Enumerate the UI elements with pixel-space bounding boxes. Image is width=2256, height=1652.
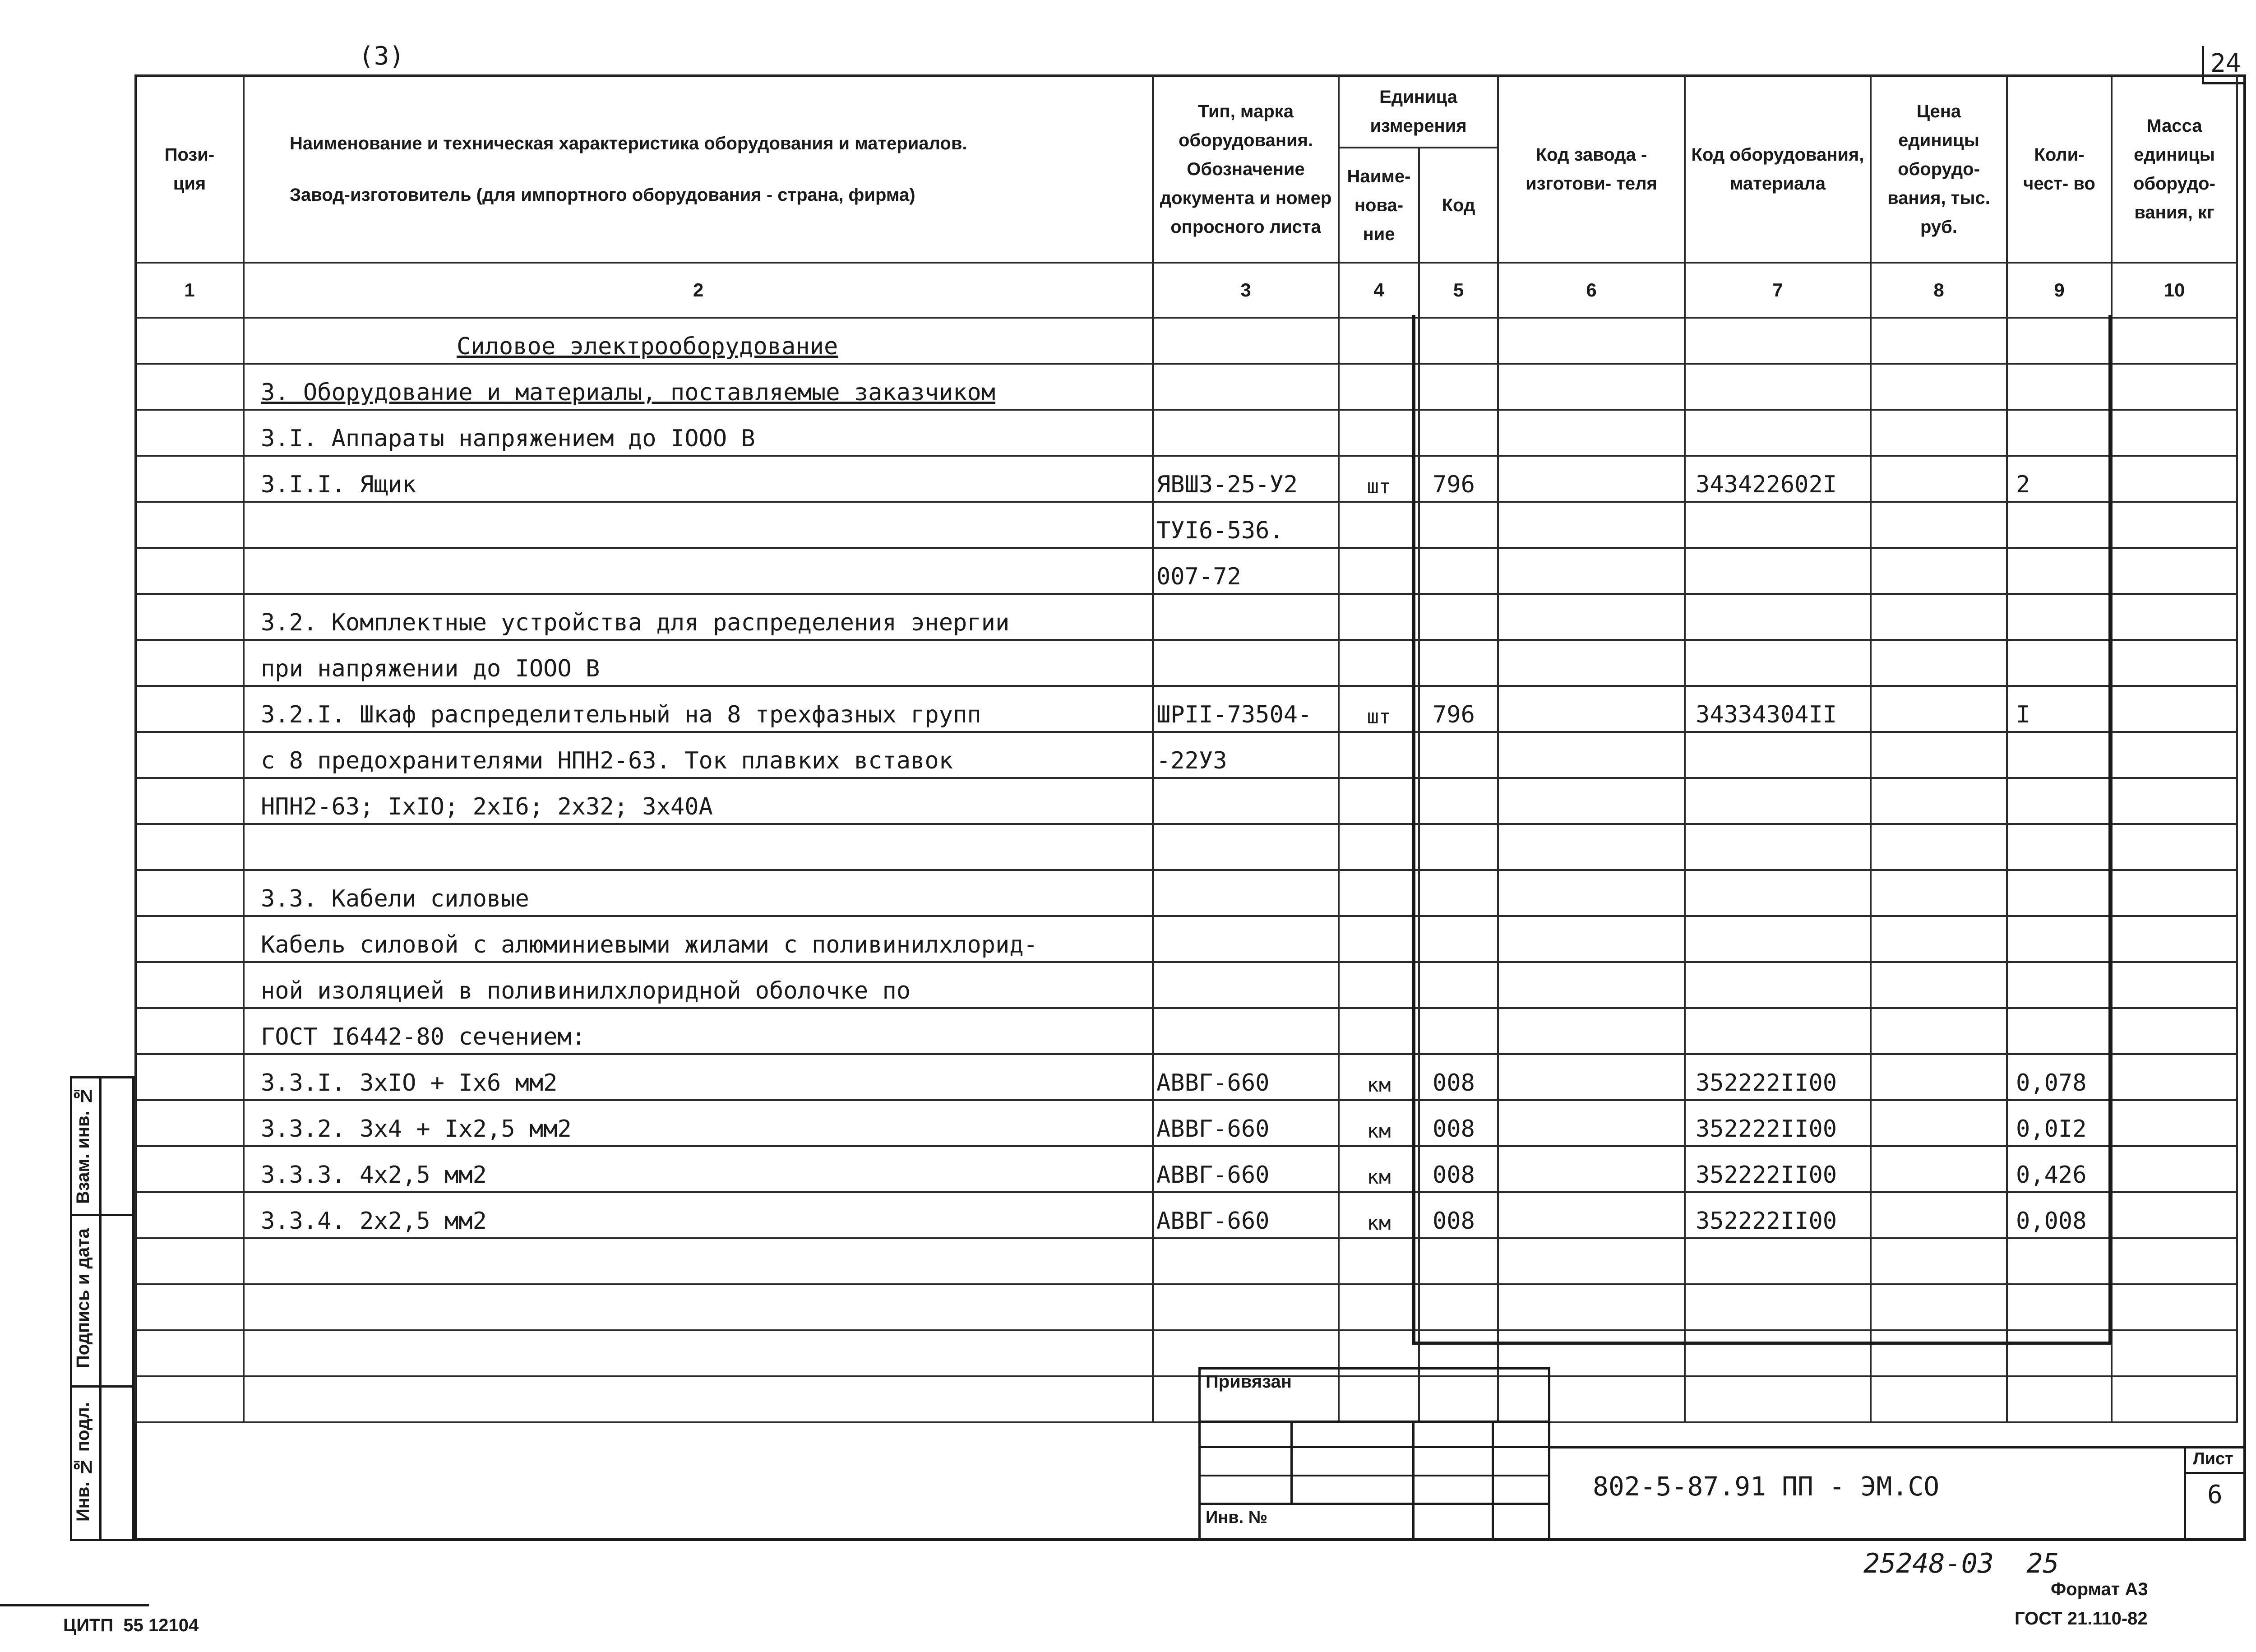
cell-name: 3. Оборудование и материалы, поставляемые заказчиком: [244, 364, 1153, 410]
cell-name: ной изоляцией в поливинилхлоридной оболочке по: [244, 962, 1153, 1008]
cell-mass: [2112, 870, 2237, 916]
cell-position: [135, 364, 244, 410]
cell-mass: [2112, 1146, 2237, 1192]
cell-unit-name: [1339, 916, 1419, 962]
cell-unit-code: 008: [1419, 1054, 1498, 1100]
stamp-line: [1198, 1446, 1550, 1448]
side-label-vzam: Взам. инв. №: [73, 1086, 93, 1204]
cell-name: [244, 1238, 1153, 1284]
cell-mass: [2112, 916, 2237, 962]
cell-position: [135, 1146, 244, 1192]
stamp-line: [1198, 1421, 1550, 1423]
cell-position: [135, 1008, 244, 1054]
cell-name: Кабель силовой с алюминиевыми жилами с поливинилхлорид-: [244, 916, 1153, 962]
column-numbers-row: [135, 263, 2237, 318]
cell-type: [1153, 962, 1339, 1008]
header-price: Цена единицы оборудо- вания, тыс. руб.: [1871, 75, 2007, 263]
cell-name: с 8 предохранителями НПН2-63. Ток плавких вставок: [244, 732, 1153, 778]
cell-mass: [2112, 962, 2237, 1008]
cell-name: при напряжении до IOOO В: [244, 640, 1153, 686]
sheet-top-left-label: (3): [359, 42, 405, 71]
footer-left-code: ЦИТП 55 12104: [63, 1615, 199, 1635]
cell-name: 3.3.I. 3xIO + Ix6 мм2: [244, 1054, 1153, 1100]
header-position-text: Пози- ция: [164, 144, 215, 194]
cell-mass: [2112, 1008, 2237, 1054]
cell-name: 3.2. Комплектные устройства для распределения энергии: [244, 594, 1153, 640]
cell-quantity: 2: [2007, 456, 2112, 502]
header-equipment-code: Код оборудования, материала: [1685, 75, 1871, 263]
header-type: Тип, марка оборудования. Обозначение документа и номер опросного листа: [1153, 75, 1339, 263]
cell-unit-code: 796: [1419, 456, 1498, 502]
header-mass: Масса единицы оборудо- вания, кг: [2112, 75, 2237, 263]
cell-unit-name: [1339, 732, 1419, 778]
header-factory-code: Код завода - изготови- теля: [1498, 75, 1685, 263]
cell-mass: [2112, 1330, 2237, 1376]
cell-position: [135, 318, 244, 364]
table-row: [135, 1376, 2237, 1422]
cell-name: Силовое электрооборудование: [244, 318, 1153, 364]
stamp-line: [1492, 1421, 1494, 1540]
cell-type: ЯВШЗ-25-У2: [1153, 456, 1339, 502]
header-name-line2: Завод-изготовитель (для импортного оборудования - страна, фирма): [290, 185, 915, 205]
cell-unit-name: [1339, 594, 1419, 640]
cell-mass: [2112, 1054, 2237, 1100]
cell-type: АВВГ-660: [1153, 1192, 1339, 1238]
cell-name: ГОСТ I6442-80 сечением:: [244, 1008, 1153, 1054]
cell-position: [135, 456, 244, 502]
cell-unit-name: км: [1339, 1146, 1419, 1192]
cell-quantity: I: [2007, 686, 2112, 732]
cell-unit-name: км: [1339, 1192, 1419, 1238]
cell-position: [135, 502, 244, 548]
cell-unit-name: [1339, 502, 1419, 548]
cell-type: [1153, 1284, 1339, 1330]
cell-mass: [2112, 1192, 2237, 1238]
header-name-line1: Наименование и техническая характеристика оборудования и материалов.: [290, 133, 967, 153]
cell-unit-name: [1339, 824, 1419, 870]
cell-name: [244, 1284, 1153, 1330]
cell-equipment-code: [1685, 1376, 1871, 1422]
cell-unit-name: [1339, 640, 1419, 686]
cell-unit-name: км: [1339, 1054, 1419, 1100]
cell-name: 3.3. Кабели силовые: [244, 870, 1153, 916]
cell-equipment-code: 352222II00: [1685, 1100, 1871, 1146]
cell-position: [135, 778, 244, 824]
column-number: 8: [1871, 263, 2007, 318]
cell-type: [1153, 1238, 1339, 1284]
cell-name: 3.I.I. Ящик: [244, 456, 1153, 502]
cell-quantity: 0,008: [2007, 1192, 2112, 1238]
cell-name: [244, 1330, 1153, 1376]
cell-position: [135, 686, 244, 732]
header-unit-group: Единица измерения: [1339, 75, 1498, 148]
cell-mass: [2112, 410, 2237, 456]
cell-unit-name: [1339, 962, 1419, 1008]
cell-unit-code: 796: [1419, 686, 1498, 732]
cell-type: [1153, 870, 1339, 916]
cell-price: [1871, 1376, 2007, 1422]
cell-mass: [2112, 778, 2237, 824]
stamp-privyazan-label: Привязан: [1206, 1372, 1292, 1392]
cell-position: [135, 594, 244, 640]
cell-unit-code: 008: [1419, 1100, 1498, 1146]
cell-position: [135, 1192, 244, 1238]
stamp-list-value: 6: [2207, 1480, 2223, 1509]
cell-name: [244, 1376, 1153, 1422]
stamp-line: [1290, 1421, 1293, 1504]
side-label-inv-podl: Инв. № подл.: [73, 1402, 93, 1522]
cell-mass: [2112, 1100, 2237, 1146]
cell-name: [244, 548, 1153, 594]
column-number: 4: [1339, 263, 1419, 318]
stamp-line: [1198, 1475, 1550, 1476]
cell-equipment-code: 34334304II: [1685, 686, 1871, 732]
handwritten-archive-number: 25248-03 25: [1863, 1548, 2059, 1579]
cell-unit-code: 008: [1419, 1146, 1498, 1192]
column-number: 6: [1498, 263, 1685, 318]
header-unit-code: Код: [1419, 148, 1498, 263]
cell-unit-name: шт: [1339, 686, 1419, 732]
cell-type: [1153, 410, 1339, 456]
cell-unit-code: 008: [1419, 1192, 1498, 1238]
cell-mass: [2112, 502, 2237, 548]
footer-rule: [0, 1604, 149, 1606]
cell-mass: [2112, 548, 2237, 594]
column-number: 7: [1685, 263, 1871, 318]
cell-mass: [2112, 686, 2237, 732]
cell-mass: [2112, 456, 2237, 502]
cell-position: [135, 916, 244, 962]
cell-mass: [2112, 1284, 2237, 1330]
column-number: 5: [1419, 263, 1498, 318]
cell-type: АВВГ-660: [1153, 1100, 1339, 1146]
cell-type: [1153, 824, 1339, 870]
cell-type: [1153, 318, 1339, 364]
cell-mass: [2112, 364, 2237, 410]
cell-type: ТУI6-536.: [1153, 502, 1339, 548]
cell-position: [135, 640, 244, 686]
cell-position: [135, 1330, 244, 1376]
stamp-line: [1198, 1503, 1550, 1505]
cell-type: -22У3: [1153, 732, 1339, 778]
stamp-list-cell: [2184, 1446, 2186, 1541]
cell-type: [1153, 594, 1339, 640]
cell-mass: [2112, 318, 2237, 364]
header-position: [135, 75, 244, 263]
cell-position: [135, 962, 244, 1008]
cell-quantity: 0,426: [2007, 1146, 2112, 1192]
cell-position: [135, 1284, 244, 1330]
cell-mass: [2112, 640, 2237, 686]
sheet-number-value: 24: [2210, 49, 2241, 78]
column-number: 10: [2112, 263, 2237, 318]
cell-position: [135, 1054, 244, 1100]
cell-type: ШРII-73504-: [1153, 686, 1339, 732]
cell-name: 3.3.4. 2x2,5 мм2: [244, 1192, 1153, 1238]
cell-position: [135, 1238, 244, 1284]
cell-position: [135, 410, 244, 456]
stamp-inv-no-label: Инв. №: [1206, 1508, 1268, 1527]
cell-position: [135, 1100, 244, 1146]
cell-type: [1153, 364, 1339, 410]
cell-unit-name: [1339, 870, 1419, 916]
cell-equipment-code: 343422602I: [1685, 456, 1871, 502]
cell-quantity: 0,0I2: [2007, 1100, 2112, 1146]
cell-name: 3.3.3. 4x2,5 мм2: [244, 1146, 1153, 1192]
cell-equipment-code: 352222II00: [1685, 1054, 1871, 1100]
cell-name: 3.2.I. Шкаф распределительный на 8 трехфазных групп: [244, 686, 1153, 732]
cell-unit-name: [1339, 1008, 1419, 1054]
cell-position: [135, 548, 244, 594]
header-quantity: Коли- чест- во: [2007, 75, 2112, 263]
header-name: [244, 75, 1153, 263]
side-label-podpis: Подпись и дата: [73, 1228, 93, 1369]
cell-unit-name: км: [1339, 1100, 1419, 1146]
column-number: 2: [244, 263, 1153, 318]
cell-name: НПН2-63; IxIO; 2xI6; 2x32; 3x40А: [244, 778, 1153, 824]
header-unit-name: Наиме-нова-ние: [1339, 148, 1419, 263]
column-number: 9: [2007, 263, 2112, 318]
cell-quantity: [2007, 1376, 2112, 1422]
cell-type: [1153, 916, 1339, 962]
cell-position: [135, 824, 244, 870]
cell-position: [135, 732, 244, 778]
stamp-doc-code: 802-5-87.91 ПП - ЭМ.СО: [1593, 1471, 1940, 1502]
cell-position: [135, 1376, 244, 1422]
cell-name: [244, 502, 1153, 548]
cell-type: [1153, 640, 1339, 686]
cell-name: 3.3.2. 3x4 + Ix2,5 мм2: [244, 1100, 1153, 1146]
cell-unit-name: [1339, 318, 1419, 364]
columns-5-9-outline: [1412, 315, 2112, 1345]
cell-mass: [2112, 1238, 2237, 1284]
cell-unit-name: [1339, 548, 1419, 594]
cell-type: АВВГ-660: [1153, 1054, 1339, 1100]
cell-unit-name: шт: [1339, 456, 1419, 502]
cell-name: 3.I. Аппараты напряжением до IOOO В: [244, 410, 1153, 456]
stamp-line: [1412, 1421, 1415, 1540]
cell-position: [135, 870, 244, 916]
cell-name: [244, 824, 1153, 870]
column-number: 3: [1153, 263, 1339, 318]
cell-type: [1153, 1008, 1339, 1054]
cell-mass: [2112, 1376, 2237, 1422]
cell-unit-name: [1339, 1238, 1419, 1284]
cell-mass: [2112, 824, 2237, 870]
cell-type: 007-72: [1153, 548, 1339, 594]
footer-gost: ГОСТ 21.110-82: [2015, 1609, 2148, 1629]
cell-equipment-code: 352222II00: [1685, 1146, 1871, 1192]
cell-quantity: 0,078: [2007, 1054, 2112, 1100]
cell-mass: [2112, 594, 2237, 640]
cell-type: [1153, 778, 1339, 824]
cell-unit-name: [1339, 364, 1419, 410]
stamp-list-label: Лист: [2193, 1449, 2233, 1468]
cell-mass: [2112, 732, 2237, 778]
column-number: 1: [135, 263, 244, 318]
cell-unit-name: [1339, 1284, 1419, 1330]
stamp-list-divider: [2184, 1472, 2246, 1474]
cell-equipment-code: 352222II00: [1685, 1192, 1871, 1238]
cell-unit-name: [1339, 410, 1419, 456]
cell-unit-name: [1339, 778, 1419, 824]
stamp-doc-code-top-line: [1550, 1446, 2246, 1448]
footer-format: Формат А3: [2051, 1579, 2148, 1599]
cell-type: АВВГ-660: [1153, 1146, 1339, 1192]
